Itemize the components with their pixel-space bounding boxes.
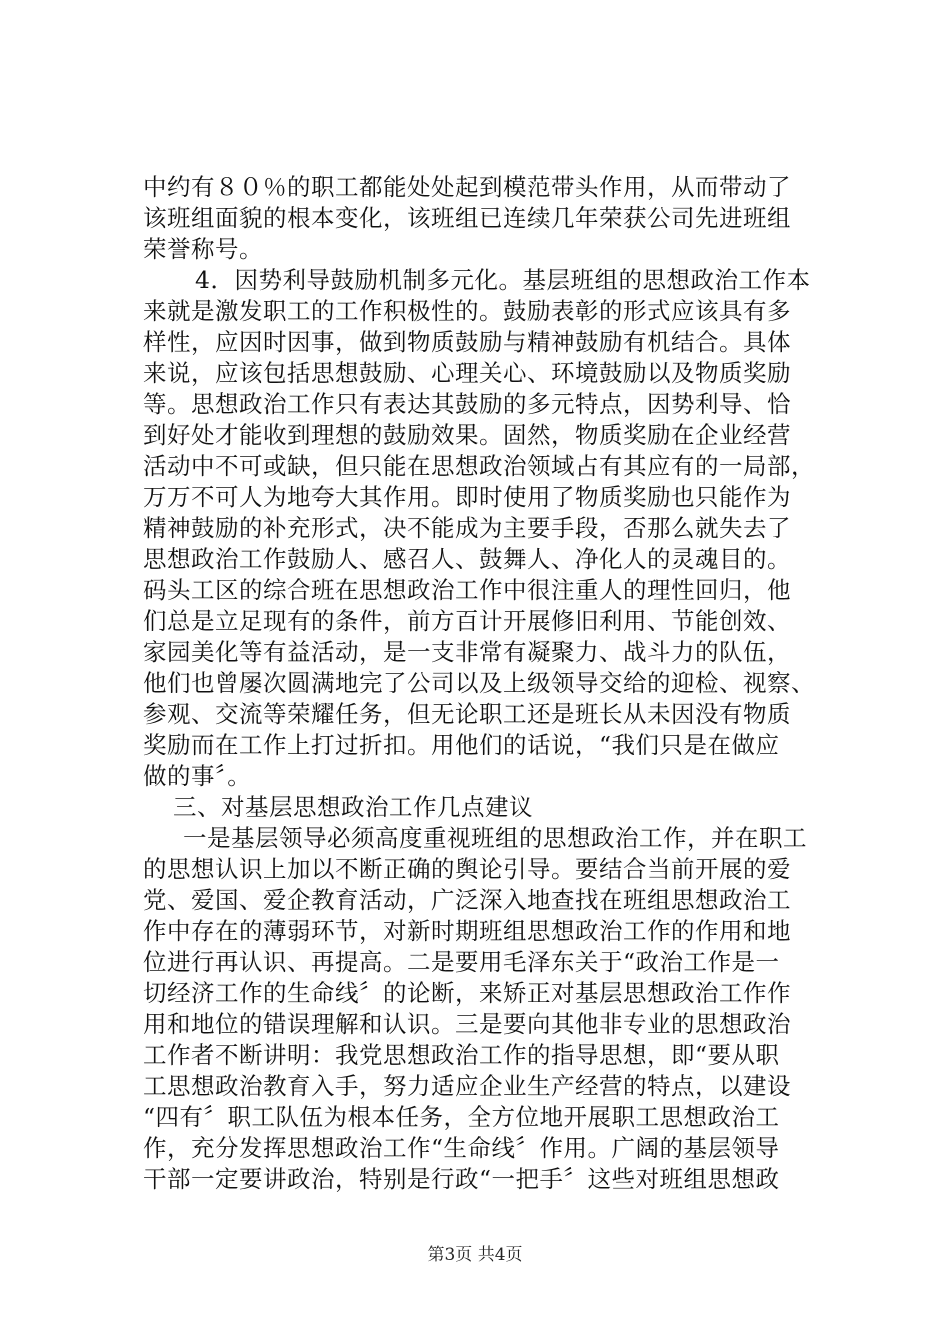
text-line: 来说，应该包括思想鼓励、心理关心、环境鼓励以及物质奖励 xyxy=(143,359,791,387)
text-line: 干部一定要讲政治，特别是行政“一把手〞这些对班组思想政 xyxy=(143,1165,780,1193)
text-line: 万万不可人为地夸大其作用。即时使用了物质奖励也只能作为 xyxy=(143,483,791,511)
text-line: 党、爱国、爱企教育活动，广泛深入地查找在班组思想政治工 xyxy=(143,886,791,914)
paragraph-start: 一是基层领导必须高度重视班组的思想政治工作，并在职工 xyxy=(183,824,807,852)
text-line: 位进行再认识、再提高。二是要用毛泽东关于“政治工作是一 xyxy=(143,948,780,976)
text-line: 荣誉称号。 xyxy=(143,235,263,263)
text-line: 等。思想政治工作只有表达其鼓励的多元特点，因势利导、恰 xyxy=(143,390,791,418)
text-line: 切经济工作的生命线〞的论断，来矫正对基层思想政治工作作 xyxy=(143,979,791,1007)
text-line: 中约有８０％的职工都能处处起到模范带头作用，从而带动了 xyxy=(143,173,791,201)
text-line: 他们也曾屡次圆满地完了公司以及上级领导交给的迎检、视察、 xyxy=(143,669,815,697)
text-line: 工思想政治教育入手，努力适应企业生产经营的特点，以建设 xyxy=(143,1072,791,1100)
text-line: 码头工区的综合班在思想政治工作中很注重人的理性回归，他 xyxy=(143,576,791,604)
text-line: 家园美化等有益活动，是一支非常有凝聚力、战斗力的队伍， xyxy=(143,638,791,666)
text-line: 奖励而在工作上打过折扣。用他们的话说，“我们只是在做应 xyxy=(143,731,780,759)
text-line: 到好处才能收到理想的鼓励效果。固然，物质奖励在企业经营 xyxy=(143,421,791,449)
text-line: 的思想认识上加以不断正确的舆论引导。要结合当前开展的爱 xyxy=(143,855,791,883)
text-line: 来就是激发职工的工作积极性的。鼓励表彰的形式应该具有多 xyxy=(143,297,791,325)
text-line: 思想政治工作鼓励人、感召人、鼓舞人、净化人的灵魂目的。 xyxy=(143,545,791,573)
text-line: 样性，应因时因事，做到物质鼓励与精神鼓励有机结合。具体 xyxy=(143,328,791,356)
text-line: 作中存在的薄弱环节，对新时期班组思想政治工作的作用和地 xyxy=(143,917,791,945)
text-line: 做的事〞。 xyxy=(143,762,252,790)
text-line: 工作者不断讲明：我党思想政治工作的指导思想，即“要从职 xyxy=(143,1041,780,1069)
text-line: 们总是立足现有的条件，前方百计开展修旧利用、节能创效、 xyxy=(143,607,791,635)
page-footer xyxy=(0,1244,950,1266)
text-line: 用和地位的错误理解和认识。三是要向其他非专业的思想政治 xyxy=(143,1010,791,1038)
text-line: 参观、交流等荣耀任务，但无论职工还是班长从未因没有物质 xyxy=(143,700,791,728)
text-line: 精神鼓励的补充形式，决不能成为主要手段，否那么就失去了 xyxy=(143,514,791,542)
section-heading: 三、对基层思想政治工作几点建议 xyxy=(173,793,533,821)
text-line: 活动中不可或缺，但只能在思想政治领域占有其应有的一局部， xyxy=(143,452,815,480)
page-number: 第3页 共4页 xyxy=(427,1245,523,1265)
text-line: “四有〞职工队伍为根本任务，全方位地开展职工思想政治工 xyxy=(143,1103,780,1131)
text-line: 作，充分发挥思想政治工作“生命线〞作用。广阔的基层领导 xyxy=(143,1134,780,1162)
body-text xyxy=(143,172,843,1195)
text-line: 该班组面貌的根本变化，该班组已连续几年荣获公司先进班组 xyxy=(143,204,791,232)
section-item-4-heading: 4．因势利导鼓励机制多元化。基层班组的思想政治工作本 xyxy=(195,266,811,294)
